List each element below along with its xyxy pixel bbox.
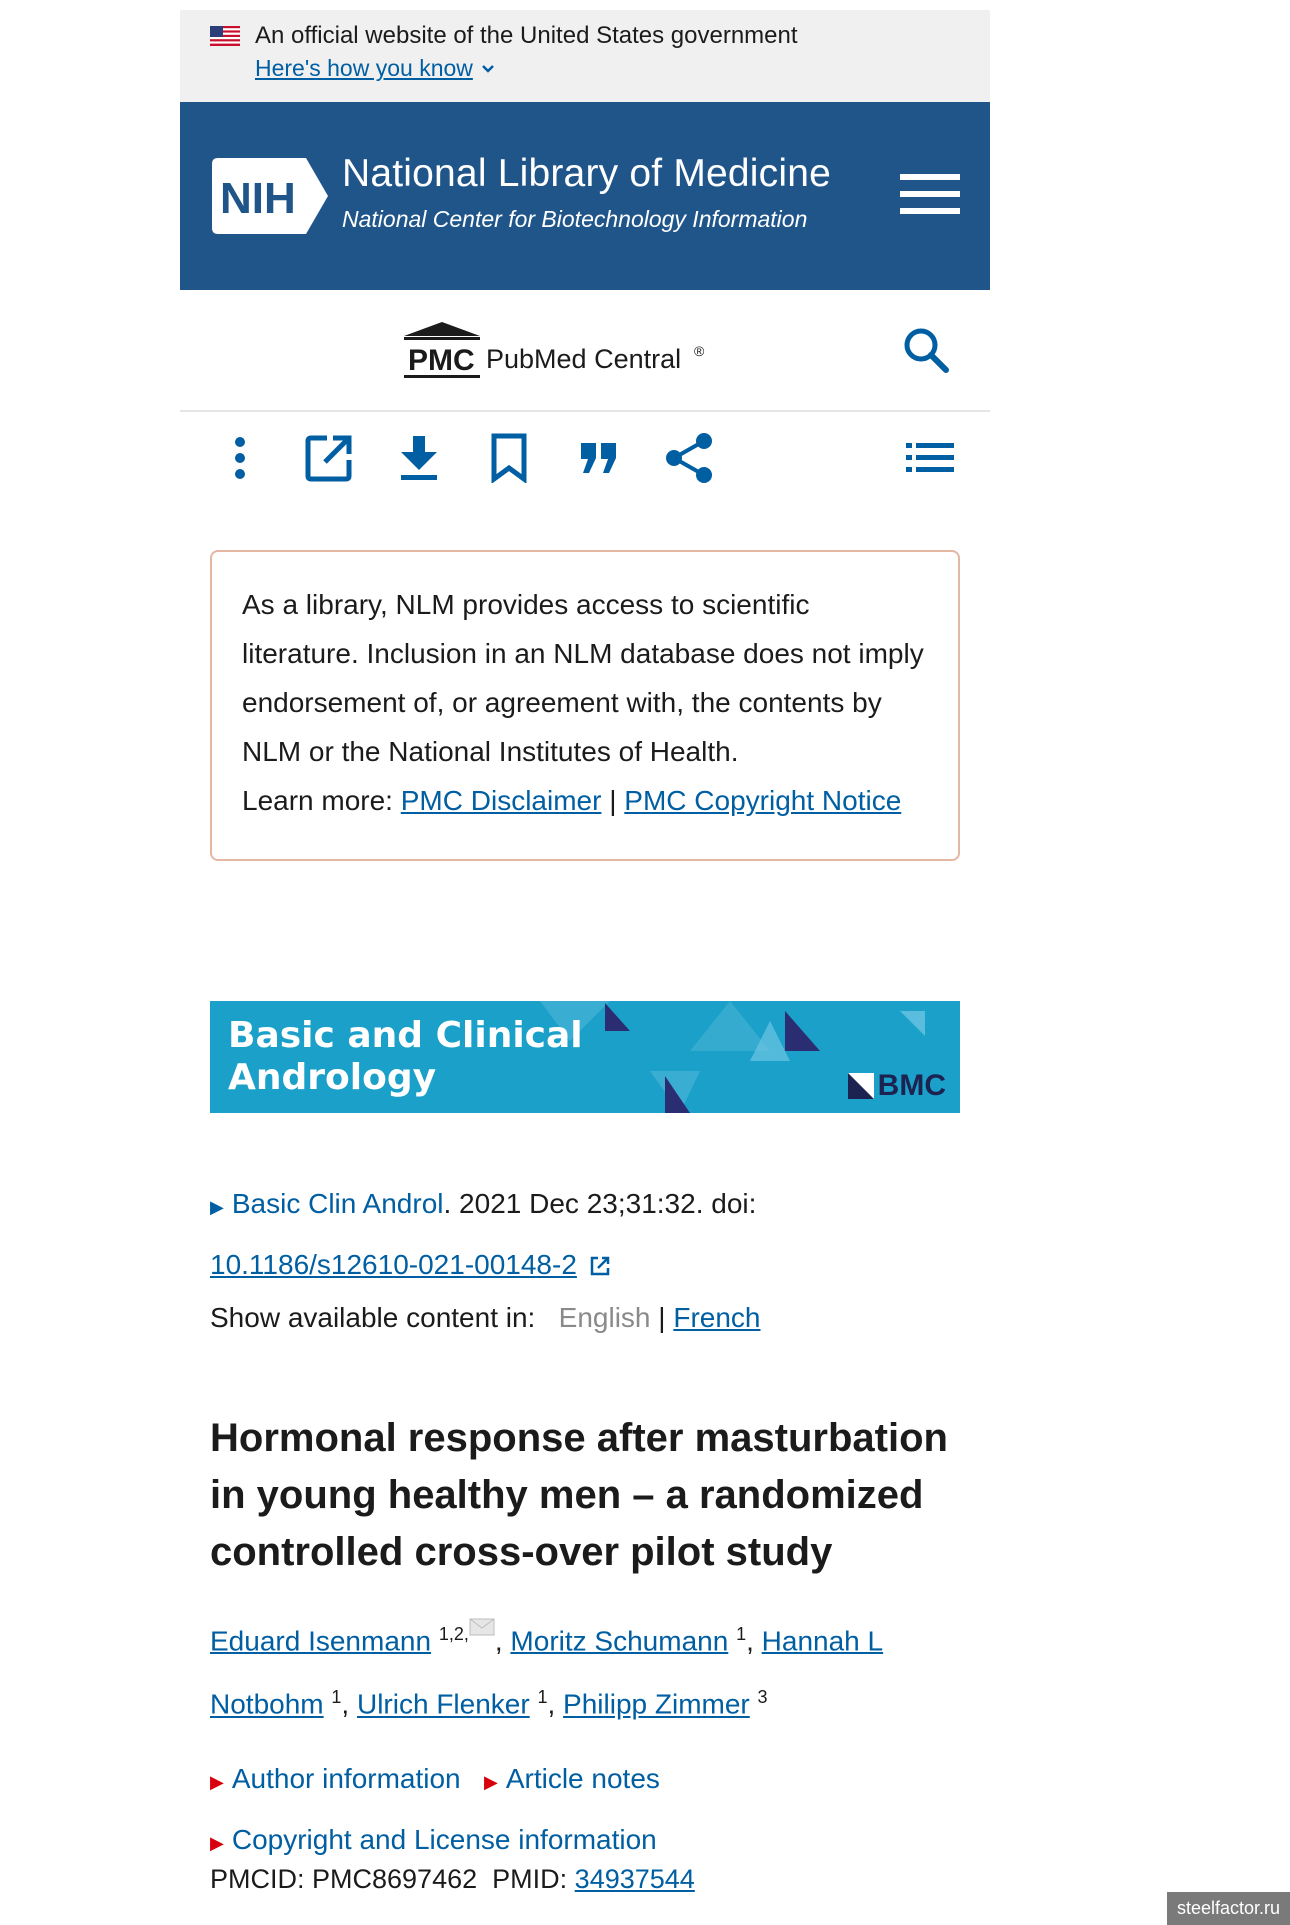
language-selector — [210, 1302, 761, 1334]
nih-logo-text: NIH — [220, 174, 296, 223]
search-icon[interactable] — [902, 326, 950, 374]
journal-banner-line2: Andrology — [228, 1057, 437, 1098]
pmc-logo-text: PMC — [408, 344, 475, 377]
pmc-logo[interactable] — [402, 320, 722, 387]
journal-link[interactable]: Basic Clin Androl — [231, 1188, 444, 1219]
learn-more-label: Learn more: — [242, 785, 393, 816]
expand-triangle-icon: ▶ — [210, 1772, 224, 1792]
bmc-logo-icon — [848, 1073, 874, 1099]
bookmark-icon[interactable] — [481, 430, 537, 486]
article-notes-toggle[interactable] — [484, 1763, 660, 1794]
author-link[interactable]: Eduard Isenmann — [210, 1625, 432, 1657]
nlm-title: National Library of Medicine — [342, 152, 832, 195]
pmc-building-icon — [402, 320, 722, 382]
gov-banner-text: An official website of the United States government — [255, 22, 798, 49]
article-info-toggles — [210, 1750, 660, 1872]
nih-logo[interactable] — [210, 156, 332, 241]
pmid-link[interactable]: 34937544 — [574, 1864, 695, 1894]
pmcid: PMCID: PMC8697462 — [210, 1864, 478, 1894]
language-label: Show available content in: — [210, 1302, 536, 1333]
nlm-disclaimer-box — [210, 550, 960, 861]
author-link[interactable]: Philipp Zimmer — [563, 1688, 750, 1720]
hamburger-menu-icon[interactable] — [900, 172, 960, 216]
citation-line — [210, 1175, 970, 1293]
author-list: Eduard Isenmann $^{1,2,}$ , Moritz Schumann $^1$, Hannah L Notbohm $^1$, Ulrich Flenker $^1$, Philipp Zimmer $^3$ — [210, 1606, 970, 1733]
copyright-license-toggle[interactable] — [210, 1824, 657, 1855]
author-affiliation: 1 — [736, 1624, 747, 1644]
disclaimer-body: As a library, NLM provides access to scientific literature. Inclusion in an NLM database does not imply endorsement of, or agreement with, the contents by NLM or the National Institutes of Health. — [242, 589, 924, 767]
expand-triangle-icon: ▶ — [210, 1833, 224, 1853]
heres-how-you-know-link[interactable] — [255, 55, 495, 82]
open-external-icon[interactable] — [301, 430, 357, 486]
pmc-disclaimer-link[interactable]: PMC Disclaimer — [400, 785, 602, 816]
article-toolbar — [180, 412, 990, 522]
language-separator: | — [658, 1302, 666, 1333]
gov-banner — [180, 10, 990, 102]
external-link-icon[interactable] — [589, 1255, 611, 1277]
citation-details: . 2021 Dec 23;31:32. doi: — [443, 1188, 757, 1219]
doi-link[interactable]: 10.1186/s12610-021-00148-2 — [210, 1249, 577, 1280]
chevron-down-icon — [481, 64, 495, 74]
share-icon[interactable] — [661, 430, 717, 486]
expand-triangle-icon: ▶ — [210, 1197, 224, 1217]
article-notes-label: Article notes — [505, 1763, 660, 1794]
author-affiliation: 1 — [331, 1687, 342, 1708]
language-french-link[interactable]: French — [673, 1302, 761, 1333]
author-affiliation: 1 — [537, 1687, 548, 1708]
author-link[interactable]: Moritz Schumann — [510, 1625, 729, 1657]
nlm-subtitle: National Center for Biotechnology Information — [342, 206, 808, 232]
pmc-copyright-notice-link[interactable]: PMC Copyright Notice — [624, 785, 902, 816]
article-title: Hormonal response after masturbation in young healthy men – a randomized controlled cross-over pilot study — [210, 1416, 948, 1574]
watermark: steelfactor.ru — [1167, 1892, 1290, 1925]
disclaimer-separator: | — [609, 785, 617, 816]
page — [180, 10, 990, 1894]
pmc-bar — [180, 290, 990, 412]
bmc-logo — [848, 1069, 946, 1103]
email-envelope-icon[interactable] — [469, 1618, 495, 1636]
pmc-name: PubMed Central — [486, 344, 682, 374]
journal-banner-title — [228, 1015, 583, 1099]
us-flag-icon — [210, 26, 240, 46]
heres-how-you-know-label: Here's how you know — [255, 55, 473, 81]
nlm-header — [180, 102, 990, 290]
registered-mark: ® — [694, 343, 705, 359]
author-information-toggle[interactable] — [210, 1763, 461, 1794]
download-icon[interactable] — [391, 430, 447, 486]
article-ids — [210, 1864, 695, 1895]
copyright-license-label: Copyright and License information — [231, 1824, 657, 1855]
bmc-logo-text: BMC — [877, 1069, 946, 1102]
table-of-contents-icon[interactable] — [902, 430, 958, 486]
author-link[interactable]: Ulrich Flenker — [356, 1688, 530, 1720]
expand-triangle-icon: ▶ — [483, 1772, 498, 1792]
journal-banner-line1: Basic and Clinical — [228, 1015, 583, 1056]
author-link[interactable]: Hannah L Notbohm — [210, 1625, 884, 1720]
author-affiliation: 3 — [757, 1687, 768, 1708]
nih-logo-icon — [210, 156, 332, 236]
cite-quote-icon[interactable] — [571, 430, 627, 486]
pmid-label: PMID: — [492, 1864, 568, 1894]
language-english: English — [558, 1302, 651, 1333]
journal-banner[interactable] — [210, 1001, 960, 1113]
more-options-icon[interactable] — [212, 430, 268, 486]
author-affiliation: 1,2, — [438, 1624, 469, 1644]
author-information-label: Author information — [231, 1763, 461, 1794]
